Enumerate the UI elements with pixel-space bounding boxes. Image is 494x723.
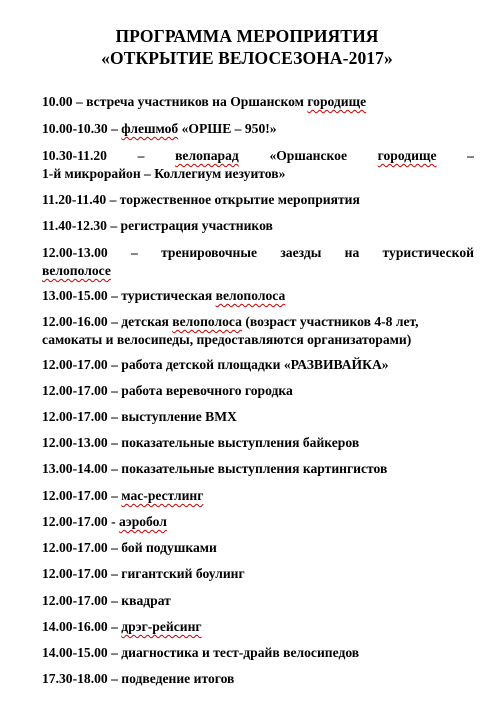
schedule-item [42,460,474,478]
schedule-item-word: 10.30-11.20 [42,148,107,163]
schedule-item-word: «Оршанское [269,148,347,163]
schedule-item [42,356,474,374]
schedule-item [42,487,474,505]
schedule-item-misspelled-word: аэробол [119,514,167,529]
schedule-item [42,513,474,531]
schedule-item-misspelled-word: мас-рестлинг [121,488,204,503]
schedule-item-text: 17.30-18.00 – подведение итогов [42,671,235,686]
schedule-item-text: – туристическая [107,288,216,303]
schedule-item-separator: – [107,488,122,503]
schedule-item-word: туристической [382,245,474,260]
schedule-item [42,217,474,235]
schedule-item [42,287,474,305]
schedule-item [42,93,474,111]
schedule-item-text: 11.20-11.40 – торжественное открытие мероприятия [42,192,360,207]
schedule-item-text: 11.40-12.30 – регистрация участников [42,218,273,233]
schedule-item-line-1 [42,313,474,331]
schedule-item-time: 12.00-17.00 [42,514,108,529]
schedule-item [42,618,474,636]
schedule-item-word: 12.00-13.00 [42,245,108,260]
schedule-item-misspelled-word: городище [307,94,367,109]
schedule-item-text: 12.00-16.00 – детская [42,314,173,329]
schedule-item [42,644,474,662]
schedule-item-misspelled-word: велополосе [42,263,111,278]
schedule-item-word: – [137,148,145,163]
schedule-item [42,408,474,426]
schedule-item-word: велопарад [175,148,239,163]
schedule-item-text: 13.00-14.00 – показательные выступления картингистов [42,461,388,476]
schedule-item [42,565,474,583]
schedule-item-misspelled-word: дрэг-рейсинг [121,619,202,634]
schedule-item [42,539,474,557]
schedule-item-time: 14.00-16.00 [42,619,108,634]
schedule-item [42,670,474,688]
schedule-item-misspelled-word: велополоса [215,288,286,303]
schedule-item-misspelled-word: велополоса [172,314,242,329]
document-title-line-1: ПРОГРАММА МЕРОПРИЯТИЯ [115,26,379,46]
schedule-item-word: на [344,245,360,260]
schedule-item-text: 12.00-17.00 – квадрат [42,593,171,608]
schedule-item-word: – [130,245,138,260]
schedule-item-text: 14.00-15.00 – диагностика и тест-драйв велосипедов [42,645,360,660]
schedule-item-line-1 [42,244,474,262]
schedule-item-misspelled-word: флешмоб [121,121,179,136]
document-title-line-2: «ОТКРЫТИЕ ВЕЛОСЕЗОНА-2017» [101,48,393,68]
schedule-item-text: 12.00-13.00 – показательные выступления байкеров [42,435,360,450]
schedule-item-text: 10.00 – встреча участников на Оршанском городище [42,94,367,109]
schedule-item [42,313,474,349]
schedule-item-time: 12.00-17.00 [42,488,108,503]
schedule-item [42,382,474,400]
schedule-item [42,434,474,452]
schedule-item-text: «ОРШЕ – 950!» [178,121,277,136]
schedule-item-separator: - [107,514,120,529]
schedule-item-line-2: 1-й микрорайон – Коллегиум иезуитов» [42,166,286,181]
schedule-item-text: 12.00-17.00 – гигантский боулинг [42,566,245,581]
schedule-item-time: 13.00-15.00 [42,288,108,303]
schedule-item [42,244,474,280]
schedule-item-word: – [467,148,474,163]
schedule-item-text: 12.00-17.00 – работа веревочного городка [42,383,293,398]
schedule-item-word: заезды [280,245,322,260]
schedule-item-text: 12.00-17.00 – работа детской площадки «РАЗВИВАЙКА» [42,357,389,372]
schedule-item-text: 12.00-17.00 – выступление BMX [42,409,237,424]
schedule-item-line-2: самокаты и велосипеды, предоставляются организаторами) [42,332,412,347]
schedule-item [42,120,474,138]
schedule-item-line-2 [42,262,474,280]
schedule-item-text: (возраст участников 4-8 лет, [241,314,419,329]
schedule-item-text: 12.00-17.00 – бой подушками [42,540,217,555]
schedule-item-separator: – [107,121,122,136]
schedule-item [42,191,474,209]
schedule-item-word: городище [377,148,437,163]
schedule-item-word: тренировочные [161,245,258,260]
schedule-item [42,592,474,610]
schedule-item-line-1 [42,147,474,165]
schedule-item [42,147,474,183]
schedule-item-time: 10.00-10.30 [42,121,108,136]
schedule-item-separator: – [107,619,122,634]
